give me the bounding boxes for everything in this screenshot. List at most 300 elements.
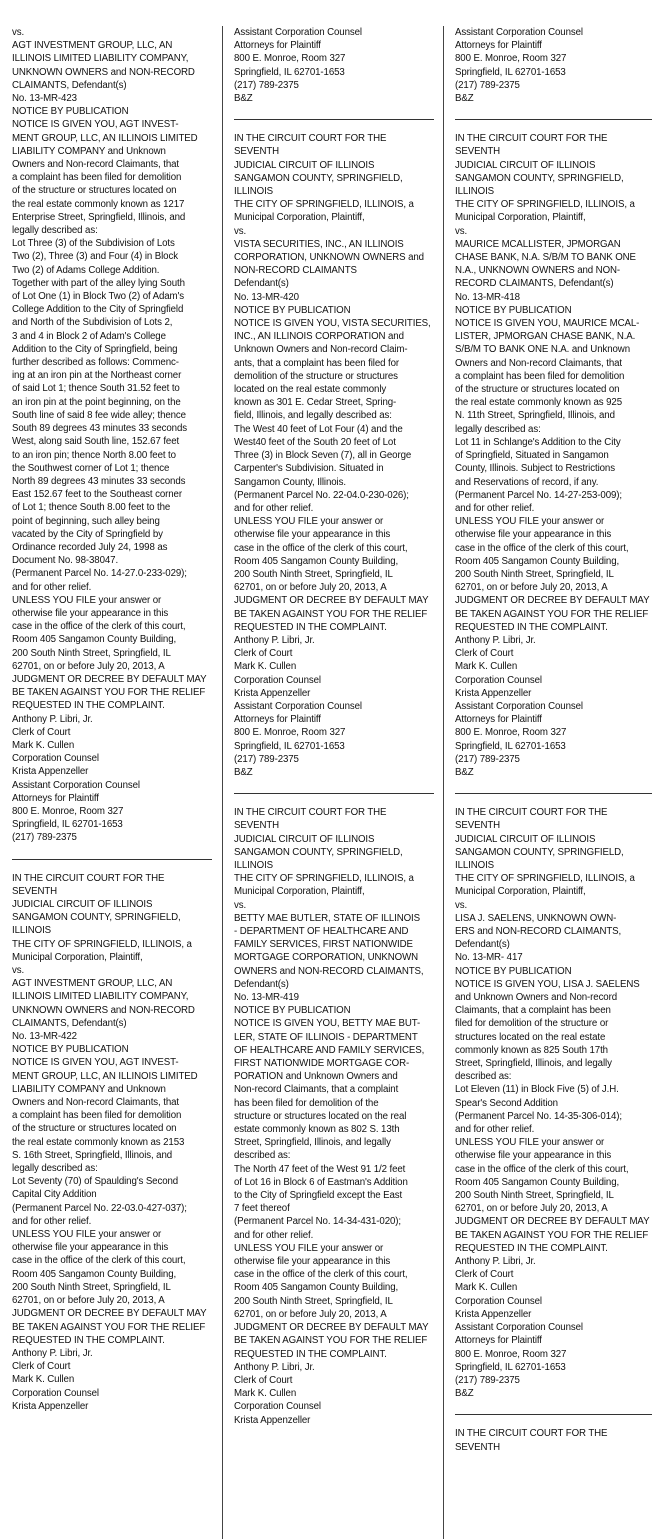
notice-line: case in the office of the clerk of this court, (455, 542, 629, 554)
notice-line: NOTICE BY PUBLICATION (12, 106, 129, 118)
notice-line: Attorneys for Plaintiff (12, 792, 99, 804)
notice-line: B&Z (234, 93, 253, 105)
notice-line: (217) 789-2375 (234, 753, 299, 765)
notice-line: legally described as: (12, 1163, 98, 1175)
notice-line: Municipal Corporation, Plaintiff, (455, 886, 586, 898)
notice-line: LISTER, JPMORGAN CHASE BANK, N.A. (455, 331, 636, 343)
notice-line: CORPORATION, UNKNOWN OWNERS and (234, 252, 424, 264)
notice-line: Unknown Owners and Non-record Claim- (234, 344, 408, 356)
notice-line: SANGAMON COUNTY, SPRINGFIELD, (234, 846, 403, 858)
notice-line: BETTY MAE BUTLER, STATE OF ILLINOIS (234, 912, 420, 924)
notice-line: 62701, on or before July 20, 2013, A (12, 1295, 165, 1307)
notice-line: LIABILITY COMPANY and Unknown (12, 145, 166, 157)
notice-line: a complaint has been filed for demolition (12, 172, 182, 184)
notice-line: Clerk of Court (455, 1269, 514, 1281)
notice-separator (234, 119, 434, 120)
notice-line: Municipal Corporation, Plaintiff, (234, 212, 365, 224)
notice-line: Capital City Addition (12, 1189, 97, 1201)
notice-line: NOTICE IS GIVEN YOU, AGT INVEST- (12, 119, 179, 131)
notice-line: NOTICE BY PUBLICATION (455, 965, 572, 977)
notice-line: SANGAMON COUNTY, SPRINGFIELD, (12, 912, 181, 924)
notice-line: REQUESTED IN THE COMPLAINT. (12, 1334, 165, 1346)
notice-line: (217) 789-2375 (234, 79, 299, 91)
notice-line: NOTICE BY PUBLICATION (455, 304, 572, 316)
notice-line: Together with part of the alley lying South (12, 277, 185, 289)
notice-line: IN THE CIRCUIT COURT FOR THE SEVENTH (234, 807, 387, 832)
notice-line: BE TAKEN AGAINST YOU FOR THE RELIEF (12, 687, 206, 699)
notice-line: Two (2), Three (3) and Four (4) in Block (12, 251, 178, 263)
notice-line: of said Lot 1; thence South 31.52 feet to (12, 383, 180, 395)
notice-line: Defendant(s) (455, 939, 510, 951)
notice-line: CLAIMANTS, Defendant(s) (12, 1017, 127, 1029)
notice-line: IN THE CIRCUIT COURT FOR THE SEVENTH (234, 133, 387, 158)
notice-line: Assistant Corporation Counsel (455, 1322, 583, 1334)
notice-line: ing at an iron pin at the Northeast corner (12, 370, 182, 382)
notice-line: to the City of Springfield except the East (234, 1190, 403, 1202)
notice-line: Clerk of Court (234, 648, 293, 660)
notice-line: JUDICIAL CIRCUIT OF ILLINOIS (455, 833, 596, 845)
notice-line: 62701, on or before July 20, 2013, A (455, 582, 608, 594)
notice-line: otherwise file your appearance in this (12, 607, 169, 619)
notice-line: Corporation Counsel (12, 1387, 99, 1399)
notice-line: vs. (234, 899, 247, 911)
notice-line: B&Z (455, 93, 474, 105)
notice-line: known as 301 E. Cedar Street, Spring- (234, 397, 397, 409)
legal-notice (12, 26, 212, 845)
notice-line: 200 South Ninth Street, Springfield, IL (455, 568, 614, 580)
notice-line: otherwise file your appearance in this (234, 529, 391, 541)
notice-line: Anthony P. Libri, Jr. (455, 634, 536, 646)
notice-line: JUDICIAL CIRCUIT OF ILLINOIS (234, 159, 375, 171)
notice-line: point of beginning, such alley being (12, 515, 160, 527)
notice-line: JUDGMENT OR DECREE BY DEFAULT MAY (234, 1322, 429, 1334)
notice-line: 200 South Ninth Street, Springfield, IL (12, 1281, 171, 1293)
notice-line: located on the real estate commonly (234, 384, 387, 396)
notice-line: Mark K. Cullen (455, 661, 518, 673)
notice-line: further described as follows: Commenc- (12, 357, 179, 369)
notice-line: the Southwest corner of Lot 1; thence (12, 462, 170, 474)
legal-notice (455, 132, 652, 779)
notice-line: No. 13-MR-420 (234, 291, 299, 303)
notice-line: Springfield, IL 62701-1653 (234, 740, 345, 752)
notice-line: OWNERS and NON-RECORD CLAIMANTS, (234, 965, 424, 977)
notice-line: of Springfield, Situated in Sangamon (455, 450, 609, 462)
notice-line: ILLINOIS (455, 859, 495, 871)
notice-line: and North of the Subdivision of Lots 2, (12, 317, 173, 329)
notice-line: Assistant Corporation Counsel (455, 700, 583, 712)
notice-line: Assistant Corporation Counsel (234, 700, 362, 712)
notice-line: vs. (12, 27, 25, 38)
notice-line: No. 13-MR-423 (12, 93, 77, 105)
notice-line: vs. (12, 965, 25, 977)
notice-line: (217) 789-2375 (455, 79, 520, 91)
notice-line: THE CITY OF SPRINGFIELD, ILLINOIS, a (12, 938, 192, 950)
notice-line: No. 13-MR-418 (455, 291, 520, 303)
column-divider (222, 26, 223, 1539)
notice-line: The North 47 feet of the West 91 1/2 feet (234, 1163, 406, 1175)
notice-line: No. 13-MR- 417 (455, 952, 523, 964)
notice-line: CHASE BANK, N.A. S/B/M TO BANK ONE (455, 252, 636, 264)
notice-line: (217) 789-2375 (455, 1374, 520, 1386)
notice-line: and for other relief. (12, 581, 92, 593)
notice-line: ERS and NON-RECORD CLAIMANTS, (455, 926, 622, 937)
notice-line: Corporation Counsel (12, 753, 99, 765)
notice-separator (455, 793, 652, 794)
notice-line: NON-RECORD CLAIMANTS (234, 265, 357, 277)
notice-line: Document No. 98-38047. (12, 555, 119, 567)
notice-line: Assistant Corporation Counsel (455, 27, 583, 38)
notice-line: LIABILITY COMPANY and Unknown (12, 1083, 166, 1095)
notice-separator (234, 793, 434, 794)
notice-line: Enterprise Street, Springfield, Illinois, and (12, 211, 186, 223)
notice-line: JUDGMENT OR DECREE BY DEFAULT MAY (12, 673, 207, 685)
column-3 (455, 26, 652, 1454)
notice-line: NOTICE BY PUBLICATION (234, 304, 351, 316)
notice-line: Defendant(s) (234, 278, 289, 290)
notice-line: VISTA SECURITIES, INC., AN ILLINOIS (234, 238, 404, 250)
notice-line: B&Z (234, 766, 253, 778)
notice-line: of the structure or structures located on (12, 1123, 177, 1135)
notice-line: JUDICIAL CIRCUIT OF ILLINOIS (455, 159, 596, 171)
notice-line: RECORD CLAIMANTS, Defendant(s) (455, 278, 614, 290)
notice-line: an iron pin at the point beginning, on the (12, 396, 181, 408)
legal-notice (234, 26, 434, 105)
notice-line: 800 E. Monroe, Room 327 (234, 53, 346, 65)
notice-line: Krista Appenzeller (234, 1414, 311, 1426)
notice-line: Krista Appenzeller (234, 687, 311, 699)
notice-line: Owners and Non-record Claimants, that (12, 159, 179, 171)
legal-notice (12, 872, 212, 1413)
notice-line: B&Z (455, 1388, 474, 1400)
notice-line: Mark K. Cullen (12, 739, 75, 751)
notice-line: filed for demolition of the structure or (455, 1018, 609, 1030)
notice-line: Clerk of Court (234, 1374, 293, 1386)
notice-line: (Permanent Parcel No. 22-03.0-427-037); (12, 1202, 187, 1214)
notice-line: Lot Eleven (11) in Block Five (5) of J.H. (455, 1084, 619, 1096)
notice-line: Claimants, that a complaint has been (455, 1005, 611, 1017)
notice-line: REQUESTED IN THE COMPLAINT. (455, 621, 608, 633)
notice-line: legally described as: (455, 423, 541, 435)
notice-line: OF HEALTHCARE AND FAMILY SERVICES, (234, 1044, 425, 1056)
notice-line: Attorneys for Plaintiff (455, 714, 542, 726)
notice-line: Anthony P. Libri, Jr. (12, 1347, 93, 1359)
notice-line: MENT GROUP, LLC, AN ILLINOIS LIMITED (12, 132, 198, 144)
notice-line: N. 11th Street, Springfield, Illinois, and (455, 410, 615, 422)
notice-line: BE TAKEN AGAINST YOU FOR THE RELIEF (234, 608, 428, 620)
notice-line: 800 E. Monroe, Room 327 (455, 1348, 567, 1360)
notice-line: NOTICE IS GIVEN YOU, AGT INVEST- (12, 1057, 179, 1069)
notice-line: REQUESTED IN THE COMPLAINT. (234, 621, 387, 633)
notice-line: described as: (234, 1150, 291, 1162)
column-divider (443, 26, 444, 1539)
notice-separator (12, 859, 212, 860)
notice-line: case in the office of the clerk of this court, (455, 1163, 629, 1175)
notice-line: Municipal Corporation, Plaintiff, (455, 212, 586, 224)
notice-line: Lot Three (3) of the Subdivision of Lots (12, 238, 175, 250)
notice-line: College Addition to the City of Springfield (12, 304, 184, 316)
notice-line: Sangamon County, Illinois. (234, 476, 346, 488)
notice-line: of Lot 16 in Block 6 of Eastman's Addition (234, 1176, 408, 1188)
notice-line: - DEPARTMENT OF HEALTHCARE AND (234, 926, 409, 937)
notice-line: a complaint has been filed for demolition (12, 1110, 182, 1122)
notice-line: Mark K. Cullen (455, 1282, 518, 1294)
notice-line: Anthony P. Libri, Jr. (234, 634, 315, 646)
notice-line: estate commonly known as 802 S. 13th (234, 1124, 400, 1136)
notice-line: REQUESTED IN THE COMPLAINT. (455, 1242, 608, 1254)
notice-line: and for other relief. (12, 1215, 92, 1227)
notice-line: CLAIMANTS, Defendant(s) (12, 79, 127, 91)
notice-line: JUDGMENT OR DECREE BY DEFAULT MAY (455, 1216, 650, 1228)
notice-line: Springfield, IL 62701-1653 (455, 740, 566, 752)
notice-line: Street, Springfield, Illinois, and legally (455, 1058, 612, 1070)
notice-line: vs. (455, 899, 468, 911)
notice-line: and for other relief. (234, 1229, 314, 1241)
notice-line: a complaint has been filed for demolition (455, 370, 625, 382)
notice-line: JUDGMENT OR DECREE BY DEFAULT MAY (12, 1308, 207, 1320)
notice-line: The West 40 feet of Lot Four (4) and the (234, 423, 403, 435)
notice-separator (455, 119, 652, 120)
notice-line: Attorneys for Plaintiff (455, 40, 542, 52)
notice-line: Owners and Non-record Claimants, that (455, 357, 622, 369)
notice-line: and Reservations of record, if any. (455, 476, 599, 488)
notice-line: NOTICE IS GIVEN YOU, VISTA SECURITIES, (234, 318, 431, 330)
notice-line: No. 13-MR-422 (12, 1031, 77, 1043)
notice-line: Mark K. Cullen (234, 661, 297, 673)
notice-line: Anthony P. Libri, Jr. (455, 1256, 536, 1268)
notice-line: SANGAMON COUNTY, SPRINGFIELD, (455, 172, 624, 184)
notice-line: Room 405 Sangamon County Building, (234, 555, 399, 567)
notice-line: UNLESS YOU FILE your answer or (455, 1137, 605, 1149)
column-1 (12, 26, 212, 1413)
notice-line: Spear's Second Addition (455, 1097, 558, 1109)
notice-line: LISA J. SAELENS, UNKNOWN OWN- (455, 912, 617, 924)
notice-line: Room 405 Sangamon County Building, (455, 1176, 620, 1188)
notice-line: AGT INVESTMENT GROUP, LLC, AN (12, 978, 173, 990)
notice-line: field, Illinois, and legally described as: (234, 410, 392, 422)
notice-line: ILLINOIS LIMITED LIABILITY COMPANY, (12, 53, 189, 65)
notice-line: vs. (234, 225, 247, 237)
notice-line: Three (3) in Block Seven (7), all in George (234, 450, 412, 462)
notice-line: Mark K. Cullen (12, 1374, 75, 1386)
notice-line: REQUESTED IN THE COMPLAINT. (234, 1348, 387, 1360)
notice-line: N.A., UNKNOWN OWNERS and NON- (455, 265, 621, 277)
notice-line: NOTICE BY PUBLICATION (12, 1044, 129, 1056)
notice-line: THE CITY OF SPRINGFIELD, ILLINOIS, a (234, 199, 414, 211)
notice-line: Room 405 Sangamon County Building, (12, 1268, 177, 1280)
notice-line: of Lot One (1) in Block Two (2) of Adam's (12, 291, 185, 303)
notice-line: Carpenter's Subdivision. Situated in (234, 463, 384, 475)
notice-line: Clerk of Court (12, 1361, 71, 1373)
notice-line: Municipal Corporation, Plaintiff, (12, 951, 143, 963)
notice-line: JUDGMENT OR DECREE BY DEFAULT MAY (234, 595, 429, 607)
notice-line: Owners and Non-record Claimants, that (12, 1097, 179, 1109)
notice-line: vacated by the City of Springfield by (12, 528, 163, 540)
notice-line: East 152.67 feet to the Southeast corner (12, 489, 182, 501)
notice-line: THE CITY OF SPRINGFIELD, ILLINOIS, a (455, 199, 635, 211)
notice-line: UNLESS YOU FILE your answer or (234, 1242, 384, 1254)
notice-line: West, along said South line, 152.67 feet (12, 436, 180, 448)
notice-line: UNLESS YOU FILE your answer or (234, 516, 384, 528)
notice-line: otherwise file your appearance in this (455, 1150, 612, 1162)
notice-line: case in the office of the clerk of this court, (12, 1255, 186, 1267)
notice-line: structure or structures located on the real (234, 1110, 407, 1122)
notice-line: B&Z (455, 766, 474, 778)
notice-line: vs. (455, 225, 468, 237)
notice-line: described as: (455, 1071, 512, 1083)
legal-notice (234, 132, 434, 779)
notice-line: 62701, on or before July 20, 2013, A (455, 1203, 608, 1215)
notice-line: Assistant Corporation Counsel (12, 779, 140, 791)
notice-line: Room 405 Sangamon County Building, (234, 1282, 399, 1294)
notice-line: 800 E. Monroe, Room 327 (455, 727, 567, 739)
notice-line: Room 405 Sangamon County Building, (12, 634, 177, 646)
notice-line: ILLINOIS (455, 186, 495, 198)
notice-line: 3 and 4 in Block 2 of Adam's College (12, 330, 166, 342)
notice-line: UNKNOWN OWNERS and NON-RECORD (12, 66, 195, 78)
notice-line: 200 South Ninth Street, Springfield, IL (234, 1295, 393, 1307)
notice-line: Attorneys for Plaintiff (234, 714, 321, 726)
notice-line: (Permanent Parcel No. 14-27.0-233-029); (12, 568, 187, 580)
notice-line: the real estate commonly known as 1217 (12, 198, 185, 210)
notice-line: legally described as: (12, 225, 98, 237)
notice-line: ILLINOIS LIMITED LIABILITY COMPANY, (12, 991, 189, 1003)
notice-line: IN THE CIRCUIT COURT FOR THE SEVENTH (455, 133, 608, 158)
notice-line: Assistant Corporation Counsel (234, 27, 362, 38)
notice-line: NOTICE IS GIVEN YOU, LISA J. SAELENS (455, 978, 640, 990)
notice-line: Defendant(s) (234, 978, 289, 990)
notice-line: County, Illinois. Subject to Restrictions (455, 463, 615, 475)
notice-line: demolition of the structure or structures (234, 370, 398, 382)
notice-line: NOTICE BY PUBLICATION (234, 1005, 351, 1017)
notice-line: Corporation Counsel (455, 674, 542, 686)
notice-line: Non-record Claimants, that a complaint (234, 1084, 399, 1096)
notice-line: Anthony P. Libri, Jr. (12, 713, 93, 725)
notice-line: Anthony P. Libri, Jr. (234, 1361, 315, 1373)
notice-line: IN THE CIRCUIT COURT FOR THE SEVENTH (455, 1428, 608, 1453)
notice-line: North 89 degrees 43 minutes 33 seconds (12, 475, 186, 487)
legal-notice (455, 26, 652, 105)
notice-line: INC., AN ILLINOIS CORPORATION and (234, 331, 404, 343)
notice-line: Attorneys for Plaintiff (234, 40, 321, 52)
column-2 (234, 26, 434, 1427)
notice-line: (Permanent Parcel No. 14-35-306-014); (455, 1110, 622, 1122)
notice-line: 7 feet thereof (234, 1203, 290, 1215)
notice-line: West40 feet of the South 20 feet of Lot (234, 436, 396, 448)
notice-line: Krista Appenzeller (12, 1400, 89, 1412)
notice-line: 62701, on or before July 20, 2013, A (234, 582, 387, 594)
notice-line: JUDICIAL CIRCUIT OF ILLINOIS (12, 899, 153, 910)
notice-line: Corporation Counsel (234, 1401, 321, 1413)
notice-line: Krista Appenzeller (455, 1308, 532, 1320)
notice-line: Corporation Counsel (455, 1295, 542, 1307)
notice-line: Lot Seventy (70) of Spaulding's Second (12, 1176, 179, 1188)
notice-line: 800 E. Monroe, Room 327 (12, 805, 124, 817)
notice-line: Attorneys for Plaintiff (455, 1335, 542, 1347)
notice-line: MAURICE MCALLISTER, JPMORGAN (455, 238, 621, 250)
notice-line: BE TAKEN AGAINST YOU FOR THE RELIEF (12, 1321, 206, 1333)
notice-line: (217) 789-2375 (12, 832, 77, 844)
notice-line: 62701, on or before July 20, 2013, A (234, 1308, 387, 1320)
notice-line: JUDICIAL CIRCUIT OF ILLINOIS (234, 833, 375, 845)
notice-line: AGT INVESTMENT GROUP, LLC, AN (12, 40, 173, 52)
notice-line: S/B/M TO BANK ONE N.A. and Unknown (455, 344, 630, 356)
notice-line: (Permanent Parcel No. 14-34-431-020); (234, 1216, 401, 1228)
notice-line: THE CITY OF SPRINGFIELD, ILLINOIS, a (455, 873, 635, 885)
notice-line: otherwise file your appearance in this (12, 1242, 169, 1254)
notice-line: UNLESS YOU FILE your answer or (12, 1229, 162, 1241)
notice-line: THE CITY OF SPRINGFIELD, ILLINOIS, a (234, 873, 414, 885)
notice-line: and for other relief. (455, 1124, 535, 1136)
notice-line: S. 16th Street, Springfield, Illinois, and (12, 1149, 173, 1161)
notice-line: Clerk of Court (455, 648, 514, 660)
notice-line: (217) 789-2375 (455, 753, 520, 765)
notice-line: South 89 degrees 43 minutes 33 seconds (12, 423, 188, 435)
notice-line: commonly known as 825 South 17th (455, 1044, 608, 1056)
notice-line: (Permanent Parcel No. 14-27-253-009); (455, 489, 622, 501)
notice-line: 200 South Ninth Street, Springfield, IL (234, 568, 393, 580)
legal-notice (455, 806, 652, 1400)
notice-line: Springfield, IL 62701-1653 (455, 1361, 566, 1373)
notice-line: South line of said 8 fee wide alley; thence (12, 409, 186, 421)
notice-line: the real estate commonly known as 925 (455, 397, 622, 409)
notice-line: UNKNOWN OWNERS and NON-RECORD (12, 1004, 195, 1016)
notice-line: Ordinance recorded July 24, 1998 as (12, 541, 168, 553)
notice-line: case in the office of the clerk of this court, (234, 1269, 408, 1281)
notice-line: UNLESS YOU FILE your answer or (455, 516, 605, 528)
notice-line: Two (2) of Adams College Addition. (12, 264, 160, 276)
notice-line: otherwise file your appearance in this (234, 1256, 391, 1268)
notice-line: the real estate commonly known as 2153 (12, 1136, 185, 1148)
notice-line: FAMILY SERVICES, FIRST NATIONWIDE (234, 939, 413, 951)
notice-separator (455, 1414, 652, 1415)
notice-line: Krista Appenzeller (455, 687, 532, 699)
notice-line: JUDGMENT OR DECREE BY DEFAULT MAY (455, 595, 650, 607)
notice-line: MENT GROUP, LLC, AN ILLINOIS LIMITED (12, 1070, 198, 1082)
notice-line: Springfield, IL 62701-1653 (455, 66, 566, 78)
notice-line: ILLINOIS (234, 859, 274, 871)
notice-line: REQUESTED IN THE COMPLAINT. (12, 700, 165, 712)
notice-line: SANGAMON COUNTY, SPRINGFIELD, (234, 172, 403, 184)
notice-line: otherwise file your appearance in this (455, 529, 612, 541)
notice-line: LER, STATE OF ILLINOIS - DEPARTMENT (234, 1031, 418, 1043)
notice-line: BE TAKEN AGAINST YOU FOR THE RELIEF (234, 1335, 428, 1347)
notice-line: has been filed for demolition of the (234, 1097, 379, 1109)
notice-line: 800 E. Monroe, Room 327 (455, 53, 567, 65)
notice-line: Clerk of Court (12, 726, 71, 738)
notice-line: ants, that a complaint has been filed for (234, 357, 399, 369)
notice-line: case in the office of the clerk of this court, (12, 621, 186, 633)
notice-line: structures located on the real estate (455, 1031, 606, 1043)
notice-line: BE TAKEN AGAINST YOU FOR THE RELIEF (455, 608, 649, 620)
notice-line: Street, Springfield, Illinois, and legally (234, 1137, 391, 1149)
notice-line: FIRST NATIONWIDE MORTGAGE COR- (234, 1058, 410, 1070)
notice-line: Municipal Corporation, Plaintiff, (234, 886, 365, 898)
notice-line: of the structure or structures located on (12, 185, 177, 197)
notice-line: No. 13-MR-419 (234, 992, 299, 1004)
notice-line: PORATION and Unknown Owners and (234, 1071, 398, 1083)
notice-line: ILLINOIS (12, 925, 52, 937)
notice-line: NOTICE IS GIVEN YOU, BETTY MAE BUT- (234, 1018, 421, 1030)
notice-line: NOTICE IS GIVEN YOU, MAURICE MCAL- (455, 318, 640, 330)
notice-line: MORTGAGE CORPORATION, UNKNOWN (234, 952, 419, 964)
notice-line: Springfield, IL 62701-1653 (12, 819, 123, 831)
notice-line: IN THE CIRCUIT COURT FOR THE SEVENTH (12, 872, 165, 897)
legal-notice (455, 1427, 652, 1453)
notice-line: (Permanent Parcel No. 22-04.0-230-026); (234, 489, 409, 501)
notice-line: 800 E. Monroe, Room 327 (234, 727, 346, 739)
notice-line: of the structure or structures located on (455, 384, 620, 396)
notice-line: Springfield, IL 62701-1653 (234, 66, 345, 78)
